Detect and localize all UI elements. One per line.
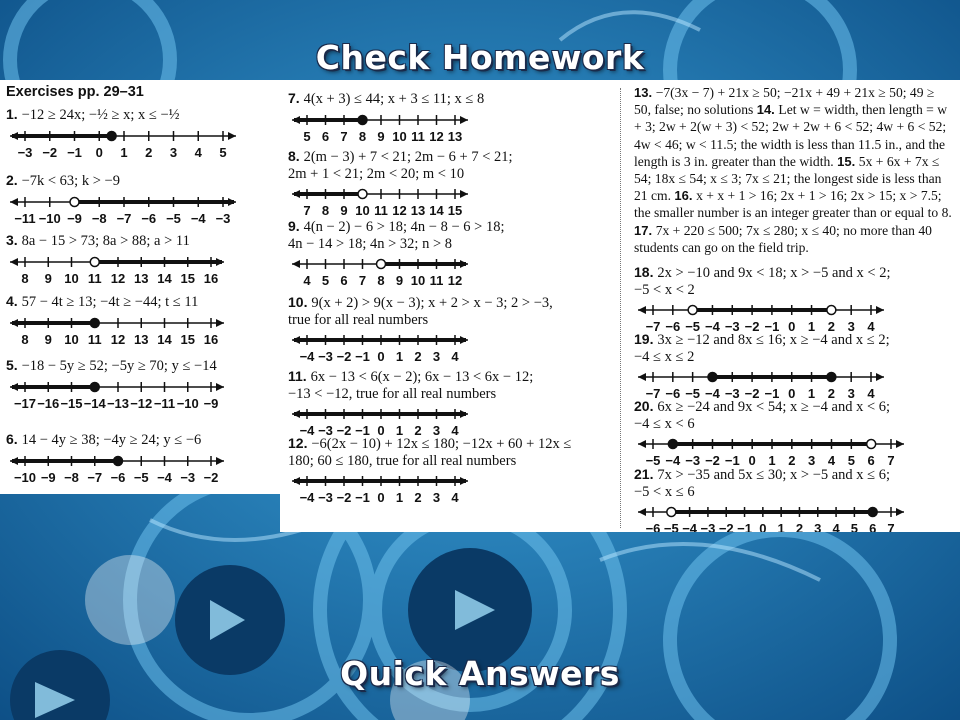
exercise-solution: −12 ≥ 24x; −½ ≥ x; x ≤ −½: [21, 107, 180, 123]
ex3-number-line: [6, 254, 234, 288]
tick-label: 13: [134, 271, 149, 286]
closed-endpoint: [114, 457, 123, 466]
ex7-number-line: [288, 112, 478, 146]
exercise-solution-line2: −4 ≤ x < 6: [634, 416, 695, 432]
tick-label: 5: [219, 145, 227, 160]
tick-label: 11: [411, 129, 425, 144]
exercise-solution: 5x + 6x + 7x ≤ 54; 18x ≤ 54; x ≤ 3; 7x ≤ 21; the longest side is less than 21 cm.: [634, 153, 942, 204]
exercise-number: 6.: [6, 431, 22, 447]
tick-label: −8: [91, 211, 107, 226]
tick-label: 1: [807, 319, 816, 334]
tick-label: 4: [867, 386, 875, 401]
exercise-number: 4.: [6, 293, 22, 309]
tick-label: 0: [95, 145, 103, 160]
tick-label: 11: [429, 273, 444, 288]
open-endpoint: [867, 440, 876, 449]
ex2-number-line: [6, 194, 246, 228]
exercise-number: 20.: [634, 398, 658, 414]
tick-label: 5: [321, 273, 330, 288]
tick-label: 10: [410, 273, 426, 288]
tick-label: −7: [645, 386, 661, 401]
ex5-answer: [6, 357, 217, 375]
tick-label: 12: [110, 332, 126, 347]
tick-label: −1: [764, 319, 780, 334]
tick-label: −2: [336, 423, 352, 438]
tick-label: 3: [169, 145, 178, 160]
tick-label: −6: [665, 386, 681, 401]
exercise-solution-line2: −5 < x ≤ 6: [634, 484, 695, 500]
tick-label: −3: [724, 319, 740, 334]
arrow-right: [228, 132, 236, 140]
ex20-number-line: [634, 436, 914, 470]
tick-label: −7: [645, 319, 661, 334]
tick-label: −2: [744, 386, 760, 401]
tick-label: 12: [447, 273, 463, 288]
tick-label: 15: [180, 332, 195, 347]
exercise-number: 18.: [634, 264, 658, 280]
tick-label: 0: [788, 319, 796, 334]
tick-label: −9: [40, 470, 56, 485]
ex6-answer: [6, 431, 201, 449]
tick-label: 9: [340, 203, 348, 218]
tick-label: −6: [665, 319, 681, 334]
open-endpoint: [667, 508, 676, 517]
tick-label: −5: [663, 521, 679, 536]
exercise-solution-line2: −13 < −12, true for all real numbers: [288, 386, 497, 402]
exercise-solution: 2(m − 3) + 7 < 21; 2m − 6 + 7 < 21;: [303, 149, 513, 165]
tick-label: 1: [120, 145, 128, 160]
tick-label: −4: [157, 470, 172, 485]
tick-label: 11: [87, 271, 102, 286]
arrow-right: [896, 508, 904, 516]
tick-label: 14: [157, 271, 172, 286]
tick-label: −2: [336, 490, 352, 505]
tick-label: 4: [451, 349, 459, 364]
slide-footer-title: Quick Answers: [340, 654, 620, 693]
exercise-number: 8.: [288, 148, 304, 164]
tick-label: −5: [685, 319, 701, 334]
tick-label: 7: [358, 273, 367, 288]
tick-label: 1: [807, 386, 816, 401]
exercise-solution-line2: 2m + 1 < 21; 2m < 20; m < 10: [288, 166, 465, 182]
exercise-number: 21.: [634, 466, 658, 482]
tick-label: 2: [795, 521, 804, 536]
exercise-number: 5.: [6, 357, 22, 373]
ex20-answer: [634, 398, 890, 433]
tick-label: 5: [303, 129, 311, 144]
exercise-number: 15.: [837, 153, 859, 169]
ex18-answer: [634, 264, 890, 299]
exercise-solution-line2: 4n − 14 > 18; 4n > 32; n > 8: [288, 236, 453, 252]
ex4-number-line: [6, 315, 234, 349]
ex4-answer: [6, 293, 198, 311]
ex7-answer: [288, 90, 484, 108]
exercise-solution: 6x ≥ −24 and 9x < 54; x ≥ −4 and x < 6;: [657, 399, 891, 415]
ex19-answer: [634, 331, 890, 366]
tick-label: −3: [215, 211, 231, 226]
tick-label: 4: [451, 490, 459, 505]
tick-label: 13: [447, 129, 463, 144]
open-endpoint: [70, 198, 79, 207]
tick-label: −2: [705, 453, 720, 468]
tick-label: 6: [869, 521, 877, 536]
arrow-left: [10, 258, 18, 266]
ex5-number-line: [6, 379, 234, 413]
tick-label: 16: [203, 271, 219, 286]
tick-label: −3: [318, 349, 333, 364]
ex6-number-line: [6, 453, 234, 487]
tick-label: 13: [134, 332, 149, 347]
ex1-number-line: [6, 128, 246, 162]
closed-endpoint: [90, 319, 99, 328]
tick-label: −1: [737, 521, 752, 536]
open-endpoint: [688, 306, 697, 315]
tick-label: −5: [685, 386, 701, 401]
exercise-number: 17.: [634, 222, 656, 238]
ex12-answer: [288, 435, 571, 470]
tick-label: 7: [303, 203, 311, 218]
tick-label: 5: [850, 521, 859, 536]
tick-label: −17: [13, 396, 37, 411]
tick-label: −10: [13, 470, 37, 485]
arrow-right: [896, 440, 904, 448]
exercise-solution-line2: 180; 60 ≤ 180, true for all real numbers: [288, 453, 517, 469]
tick-label: −1: [67, 145, 82, 160]
tick-label: −1: [724, 453, 740, 468]
tick-label: 2: [414, 349, 422, 364]
answers-panel-left: [0, 80, 282, 494]
tick-label: −2: [203, 470, 219, 485]
open-endpoint: [827, 306, 836, 315]
tick-label: −4: [682, 521, 698, 536]
tick-label: −3: [318, 490, 333, 505]
tick-label: 6: [321, 129, 330, 144]
tick-label: 4: [827, 453, 836, 468]
tick-label: −9: [203, 396, 219, 411]
exercise-number: 13.: [634, 85, 656, 100]
exercise-solution: 6x − 13 < 6(x − 2); 6x − 13 < 6x − 12;: [310, 369, 534, 385]
tick-label: −1: [355, 490, 370, 505]
tick-label: −4: [705, 386, 720, 401]
tick-label: 0: [759, 521, 767, 536]
tick-label: −6: [110, 470, 126, 485]
tick-label: 4: [867, 319, 875, 334]
tick-label: 6: [867, 453, 875, 468]
tick-label: 3: [847, 386, 855, 401]
closed-endpoint: [668, 440, 677, 449]
ex10-number-line: [288, 332, 478, 366]
tick-label: 7: [887, 453, 895, 468]
ex10-answer: [288, 294, 553, 329]
ex12-number-line: [288, 473, 478, 507]
exercise-solution-line2: −4 ≤ x ≤ 2: [634, 349, 695, 365]
tick-label: −1: [355, 423, 370, 438]
exercise-number: 3.: [6, 232, 22, 248]
tick-label: 11: [374, 203, 388, 218]
tick-label: 4: [303, 273, 311, 288]
exercise-solution: 4(n − 2) − 6 > 18; 4n − 8 − 6 > 18;: [303, 219, 505, 235]
tick-label: −8: [64, 470, 79, 485]
slide-title: Check Homework: [315, 38, 645, 77]
tick-label: 3: [847, 319, 855, 334]
exercise-solution: 8a − 15 > 73; 8a > 88; a > 11: [21, 233, 190, 249]
exercise-number: 14.: [756, 102, 779, 118]
ex8-answer: [288, 148, 513, 183]
tick-label: −2: [718, 521, 734, 536]
tick-label: −2: [336, 349, 352, 364]
exercise-solution: −7k < 63; k > −9: [21, 173, 120, 189]
exercise-number: 7.: [288, 90, 304, 106]
tick-label: 0: [748, 453, 756, 468]
tick-label: 2: [145, 145, 153, 160]
tick-label: −11: [153, 396, 176, 411]
tick-label: 2: [414, 423, 422, 438]
arrow-right: [216, 383, 224, 391]
exercise-solution: 14 − 4y ≥ 38; −4y ≥ 24; y ≤ −6: [21, 432, 202, 448]
tick-label: 2: [788, 453, 796, 468]
exercise-number: 19.: [634, 331, 658, 347]
arrow-right: [460, 116, 468, 124]
exercise-solution: 9(x + 2) > 9(x − 3); x + 2 > x − 3; 2 > −3,: [311, 295, 553, 311]
tick-label: 1: [395, 423, 404, 438]
tick-label: 7: [887, 521, 895, 536]
tick-label: 15: [447, 203, 463, 218]
arrow-left: [638, 306, 646, 314]
tick-label: 0: [377, 349, 385, 364]
exercise-number: 16.: [674, 188, 697, 204]
tick-label: −1: [764, 386, 780, 401]
tick-label: −2: [42, 145, 58, 160]
tick-label: −15: [60, 396, 83, 411]
tick-label: 4: [451, 423, 459, 438]
tick-label: −10: [38, 211, 61, 226]
tick-label: 3: [808, 453, 816, 468]
closed-endpoint: [90, 383, 99, 392]
exercise-solution: −7(3x − 7) + 21x ≥ 50; −21x + 49 + 21x ≥ 50; 49 ≥ 50, false; no solutions: [634, 85, 935, 118]
closed-endpoint: [708, 373, 717, 382]
open-endpoint: [358, 190, 367, 199]
tick-label: −4: [299, 349, 315, 364]
tick-label: 1: [395, 349, 404, 364]
ex1-answer: [6, 106, 180, 124]
closed-endpoint: [868, 508, 877, 517]
exercises-header: Exercises pp. 29–31: [6, 84, 144, 100]
tick-label: 9: [44, 332, 52, 347]
ex9-number-line: [288, 256, 478, 290]
tick-label: −13: [106, 396, 130, 411]
ex11-answer: [288, 368, 533, 403]
tick-label: 12: [392, 203, 407, 218]
tick-label: −4: [299, 423, 315, 438]
tick-label: −4: [190, 211, 206, 226]
tick-label: 9: [44, 271, 52, 286]
exercise-number: 1.: [6, 106, 22, 122]
tick-label: −7: [116, 211, 132, 226]
exercise-solution: Let w = width, then length = w + 3; 2w + 2(w + 3) < 52; 2w + 2w + 6 < 52; 4w + 6 < 52; 4w < 46; w < 11.5; the width is less than 11.5 in., and the length is 3 in. greater than the width.: [634, 102, 948, 169]
tick-label: 8: [21, 332, 29, 347]
tick-label: −9: [67, 211, 82, 226]
tick-label: 5: [847, 453, 855, 468]
tick-label: 9: [395, 273, 404, 288]
arrow-left: [638, 508, 646, 516]
tick-label: −3: [17, 145, 33, 160]
tick-label: −16: [37, 396, 60, 411]
arrow-left: [292, 260, 300, 268]
tick-label: 1: [777, 521, 785, 536]
tick-label: −12: [130, 396, 153, 411]
exercise-number: 12.: [288, 435, 312, 451]
arrow-left: [638, 440, 646, 448]
tick-label: −11: [14, 211, 36, 226]
tick-label: 7: [340, 129, 348, 144]
tick-label: 11: [87, 332, 102, 347]
exercise-solution: 2x > −10 and 9x < 18; x > −5 and x < 2;: [657, 265, 891, 281]
tick-label: 15: [180, 271, 195, 286]
tick-label: 3: [432, 423, 441, 438]
tick-label: 10: [355, 203, 370, 218]
open-endpoint: [90, 258, 99, 267]
closed-endpoint: [827, 373, 836, 382]
tick-label: 3: [432, 349, 441, 364]
exercise-solution: −6(2x − 10) + 12x ≤ 180; −12x + 60 + 12x ≤: [311, 436, 572, 452]
answers-panel-right: [280, 80, 960, 536]
exercise-solution: 7x + 220 ≤ 500; 7x ≤ 280; x ≤ 40; no more than 40 students can go on the field trip.: [634, 222, 932, 255]
word-problems-13-17: [634, 84, 954, 256]
tick-label: −5: [645, 453, 661, 468]
tick-label: −4: [665, 453, 681, 468]
tick-label: 10: [64, 332, 79, 347]
arrow-left: [10, 198, 18, 206]
tick-label: 4: [832, 521, 840, 536]
tick-label: 14: [429, 203, 444, 218]
closed-endpoint: [358, 116, 367, 125]
tick-label: 12: [429, 129, 444, 144]
tick-label: −3: [318, 423, 333, 438]
exercise-number: 9.: [288, 218, 304, 234]
tick-label: 4: [194, 145, 202, 160]
tick-label: −3: [700, 521, 716, 536]
tick-label: 6: [340, 273, 348, 288]
tick-label: 14: [157, 332, 172, 347]
arrow-left: [638, 373, 646, 381]
tick-label: 0: [377, 490, 385, 505]
tick-label: −1: [355, 349, 370, 364]
tick-label: 12: [110, 271, 126, 286]
tick-label: 8: [358, 129, 367, 144]
tick-label: −6: [645, 521, 661, 536]
tick-label: 3: [432, 490, 441, 505]
closed-endpoint: [107, 132, 116, 141]
tick-label: 10: [64, 271, 79, 286]
tick-label: −6: [141, 211, 157, 226]
ex8-number-line: [288, 186, 478, 220]
exercise-solution: −18 − 5y ≥ 52; −5y ≥ 70; y ≤ −14: [21, 358, 217, 374]
tick-label: 9: [377, 129, 385, 144]
arrow-right: [460, 190, 468, 198]
ex3-answer: [6, 232, 190, 250]
arrow-right: [216, 319, 224, 327]
exercise-solution-line2: −5 < x < 2: [634, 282, 695, 298]
tick-label: 16: [203, 332, 219, 347]
ex21-answer: [634, 466, 890, 501]
tick-label: −3: [180, 470, 196, 485]
tick-label: −4: [299, 490, 315, 505]
tick-label: 8: [21, 271, 29, 286]
open-endpoint: [377, 260, 386, 269]
tick-label: 2: [827, 319, 835, 334]
tick-label: 8: [321, 203, 330, 218]
exercise-solution: 7x > −35 and 5x ≤ 30; x > −5 and x ≤ 6;: [657, 467, 891, 483]
tick-label: 10: [392, 129, 407, 144]
ex2-answer: [6, 172, 120, 190]
ex9-answer: [288, 218, 504, 253]
exercise-solution: x + x + 1 > 16; 2x + 1 > 16; 2x > 15; x > 7.5; the smaller number is an integer greater than or equal to 8.: [634, 188, 952, 221]
tick-label: −10: [176, 396, 199, 411]
exercise-number: 10.: [288, 294, 312, 310]
tick-label: 1: [768, 453, 776, 468]
tick-label: 3: [814, 521, 822, 536]
tick-label: −3: [724, 386, 740, 401]
exercise-number: 11.: [288, 368, 311, 384]
tick-label: 0: [788, 386, 796, 401]
tick-label: −4: [705, 319, 720, 334]
tick-label: −2: [744, 319, 760, 334]
tick-label: 2: [827, 386, 835, 401]
tick-label: −7: [87, 470, 103, 485]
arrow-right: [216, 457, 224, 465]
column-divider: [620, 88, 621, 528]
tick-label: 13: [410, 203, 426, 218]
exercise-solution: 3x ≥ −12 and 8x ≤ 16; x ≥ −4 and x ≤ 2;: [657, 332, 890, 348]
tick-label: −5: [133, 470, 149, 485]
tick-label: 8: [377, 273, 385, 288]
tick-label: 2: [414, 490, 422, 505]
ex21-number-line: [634, 504, 914, 536]
tick-label: −3: [685, 453, 701, 468]
tick-label: 0: [377, 423, 385, 438]
arrow-right: [876, 373, 884, 381]
exercise-number: 2.: [6, 172, 22, 188]
tick-label: −5: [166, 211, 181, 226]
arrow-right: [876, 306, 884, 314]
exercise-solution-line2: true for all real numbers: [288, 312, 429, 328]
exercise-solution: 4(x + 3) ≤ 44; x + 3 ≤ 11; x ≤ 8: [303, 91, 485, 107]
exercise-solution: 57 − 4t ≥ 13; −4t ≥ −44; t ≤ 11: [21, 294, 199, 310]
tick-label: −14: [83, 396, 106, 411]
tick-label: 1: [395, 490, 404, 505]
